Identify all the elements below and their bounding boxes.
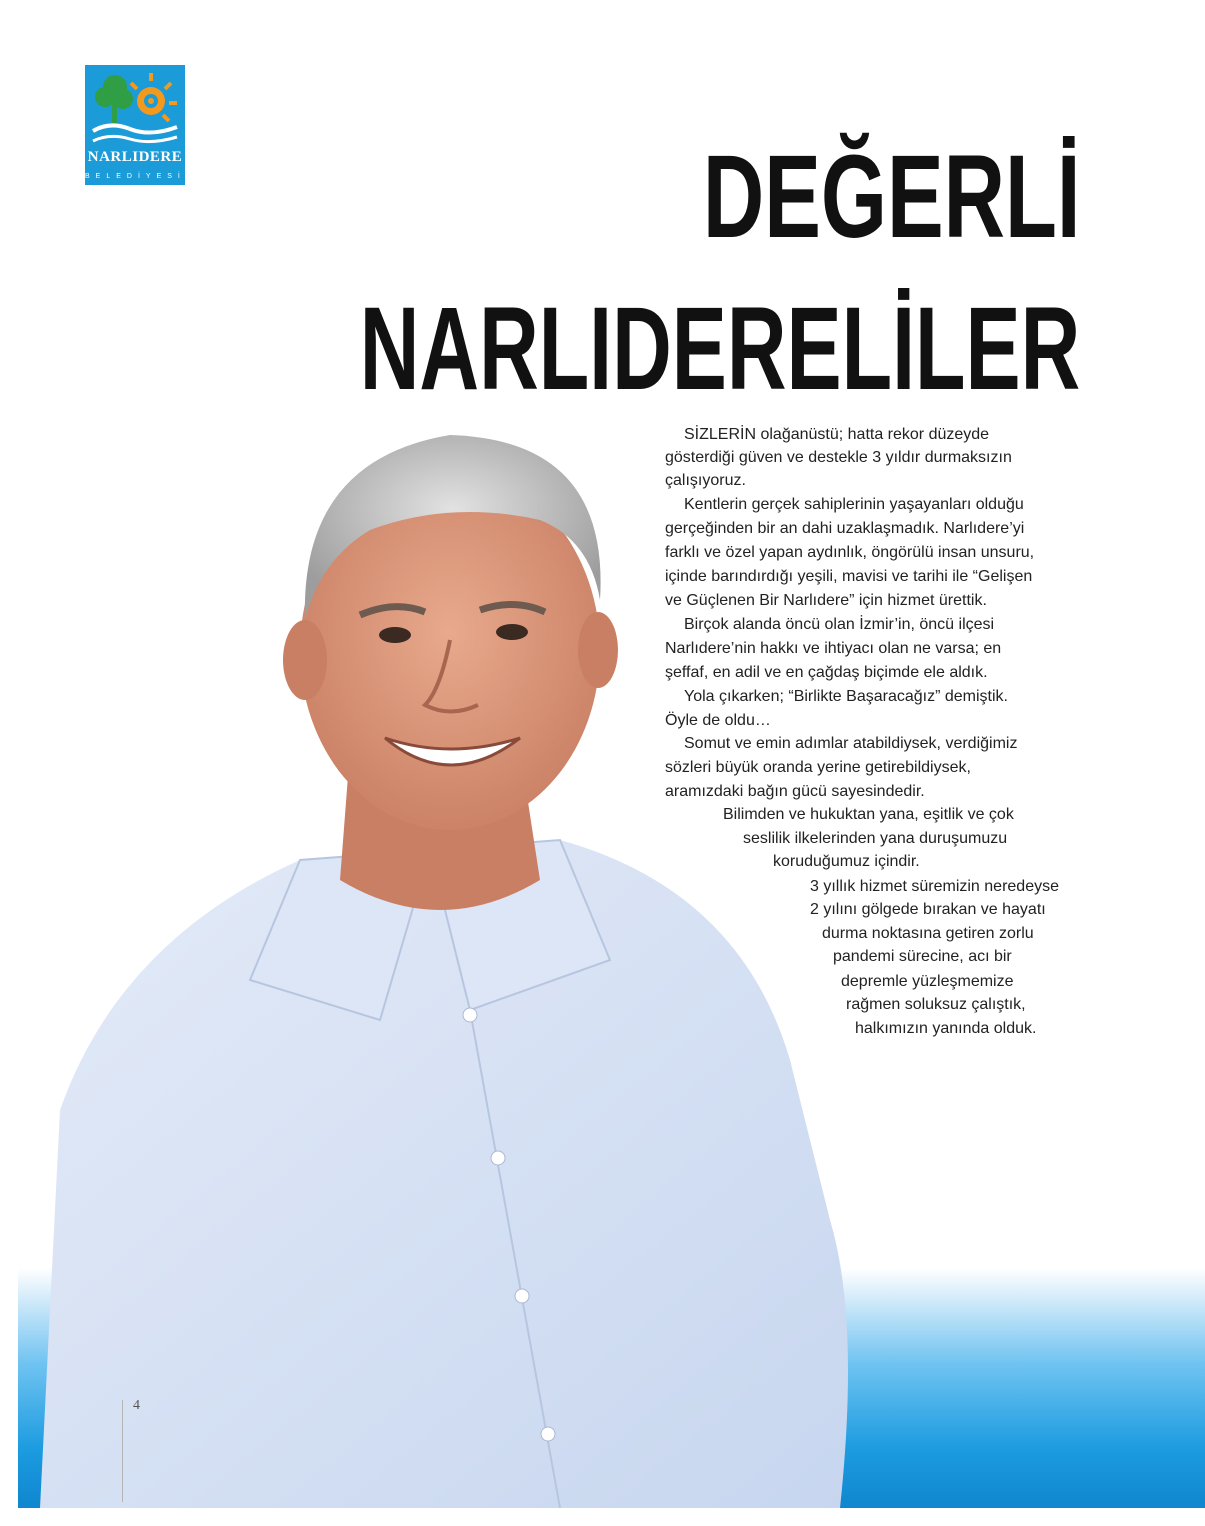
text-line: depremle yüzleşmemize xyxy=(841,973,1014,990)
text-line: rağmen soluksuz çalıştık, xyxy=(846,996,1026,1013)
text-line: halkımızın yanında olduk. xyxy=(855,1020,1037,1037)
text-line: Birçok alanda öncü olan İzmir’in, öncü ilçesi xyxy=(684,616,995,633)
logo-subtitle: BELEDİYESİ xyxy=(85,173,186,180)
text-line: Kentlerin gerçek sahiplerinin yaşayanları olduğu xyxy=(684,496,1024,513)
text-line: farklı ve özel yapan aydınlık, öngörülü insan unsuru, xyxy=(665,544,1035,561)
page-number: 4 xyxy=(133,1398,140,1413)
text-line: Bilimden ve hukuktan yana, eşitlik ve çok xyxy=(723,806,1014,823)
text-line: sözleri büyük oranda yerine getirebildiysek, xyxy=(665,759,971,776)
text-line: ve Güçlenen Bir Narlıdere” için hizmet ürettik. xyxy=(665,592,987,609)
fold-line xyxy=(122,1400,123,1502)
text-line: gösterdiği güven ve destekle 3 yıldır durmaksızın xyxy=(665,449,1012,466)
logo-name: NARLIDERE xyxy=(87,149,183,165)
text-line: aramızdaki bağın gücü sayesindedir. xyxy=(665,783,925,800)
text-line: Somut ve emin adımlar atabildiysek, verdiğimiz xyxy=(684,735,1018,752)
headline-line-1: DEĞERLİ xyxy=(702,131,1080,263)
text-line: gerçeğinden bir an dahi uzaklaşmadık. Narlıdere’yi xyxy=(665,520,1025,537)
narlidere-logo xyxy=(85,65,185,185)
text-line: çalışıyoruz. xyxy=(665,472,746,489)
text-line: durma noktasına getiren zorlu xyxy=(822,925,1034,942)
text-line: 2 yılını gölgede bırakan ve hayatı xyxy=(810,901,1046,918)
text-line: Öyle de oldu… xyxy=(665,712,771,729)
text-line: koruduğumuz içindir. xyxy=(773,853,920,870)
text-line: 3 yıllık hizmet süremizin neredeyse xyxy=(810,878,1059,895)
text-line: pandemi sürecine, acı bir xyxy=(833,948,1012,965)
text-line: Narlıdere’nin hakkı ve ihtiyacı olan ne varsa; en xyxy=(665,640,1002,657)
text-line: SİZLERİN olağanüstü; hatta rekor düzeyde xyxy=(684,426,990,443)
text-line: içinde barındırdığı yeşili, mavisi ve tarihi ile “Gelişen xyxy=(665,568,1033,585)
text-line: şeffaf, en adil ve en çağdaş biçimde ele aldık. xyxy=(665,664,988,681)
text-line: Yola çıkarken; “Birlikte Başaracağız” demiştik. xyxy=(684,688,1008,705)
tree-sun-icon xyxy=(85,65,185,149)
text-line: seslilik ilkelerinden yana duruşumuzu xyxy=(743,830,1008,847)
headline-line-2: NARLIDERELİLER xyxy=(359,283,1080,415)
